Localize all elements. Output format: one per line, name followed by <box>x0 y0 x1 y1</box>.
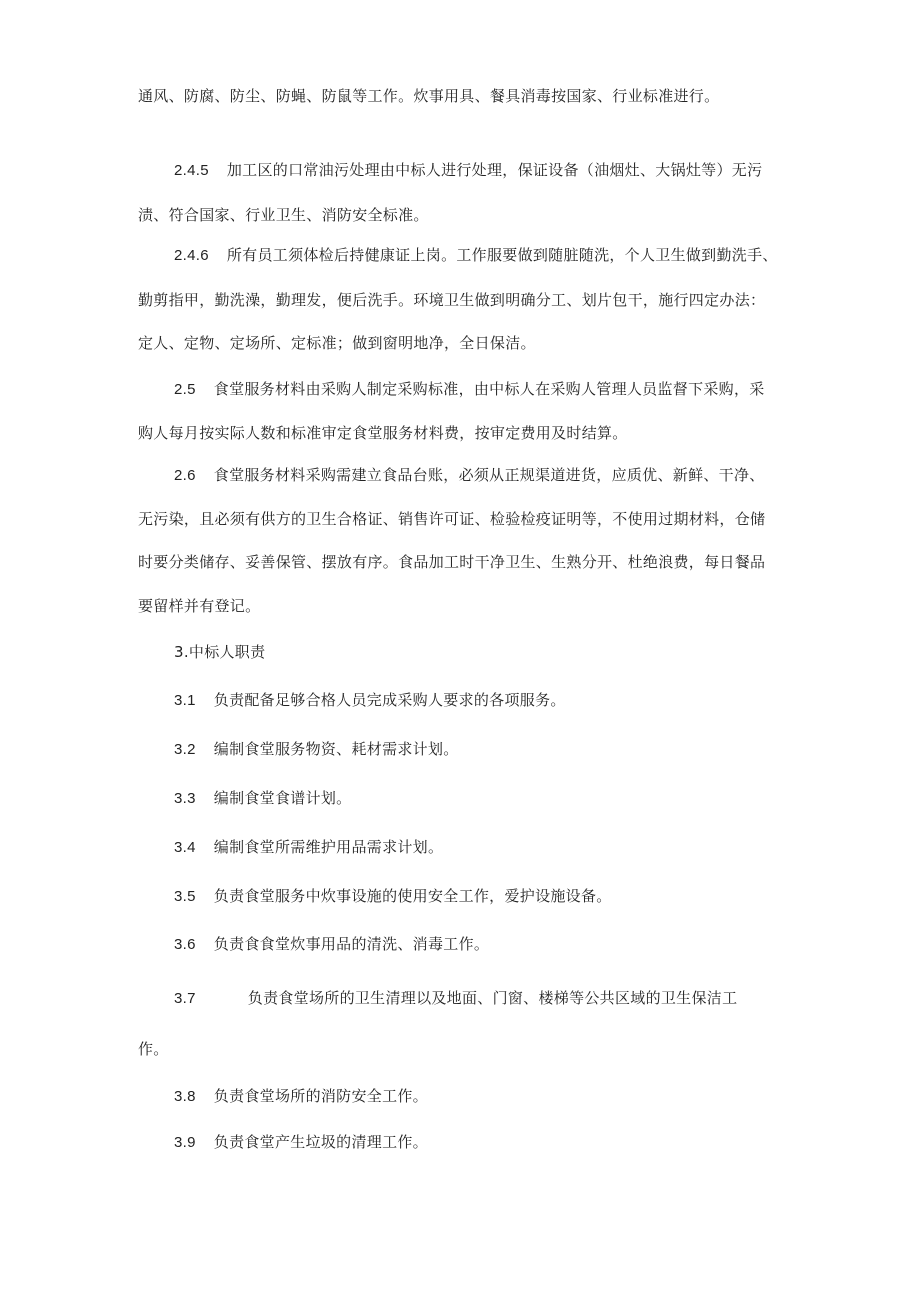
paragraph-2-4-5-cont: 渍、符合国家、行业卫生、消防安全标准。 <box>138 206 429 224</box>
clause-number: 3.4 <box>174 839 196 856</box>
list-item-text: 负责食堂服务中炊事设施的使用安全工作，爱护设施设备。 <box>213 887 612 905</box>
paragraph-intro-line: 通风、防腐、防尘、防蝇、防鼠等工作。炊事用具、餐具消毒按国家、行业标准进行。 <box>138 87 720 105</box>
clause-number: 2.4.6 <box>174 247 209 264</box>
paragraph-2-4-5 <box>174 160 762 181</box>
paragraph-2-5-cont: 购人每月按实际人数和标准审定食堂服务材料费，按审定费用及时结算。 <box>138 424 628 442</box>
paragraph-2-6-cont3: 要留样并有登记。 <box>138 597 261 615</box>
clause-number: 2.5 <box>174 381 196 398</box>
list-item <box>174 1132 428 1153</box>
clause-number: 3.1 <box>174 692 196 709</box>
list-item-text: 负责食堂场所的消防安全工作。 <box>213 1087 428 1105</box>
list-item <box>174 690 566 711</box>
paragraph-2-5 <box>174 379 765 400</box>
list-item <box>174 886 612 907</box>
paragraph-2-4-6-cont2: 定人、定物、定场所、定标准；做到窗明地净，全日保洁。 <box>138 334 536 352</box>
clause-number: 3.7 <box>174 990 196 1007</box>
clause-number: 3.9 <box>174 1134 196 1151</box>
clause-number: 3.8 <box>174 1088 196 1105</box>
paragraph-3-7-cont: 作。 <box>138 1040 169 1058</box>
clause-number: 3.2 <box>174 741 196 758</box>
paragraph-2-4-6-cont1: 勤剪指甲，勤洗澡，勤理发，便后洗手。环境卫生做到明确分工、划片包干，施行四定办法： <box>138 291 766 309</box>
clause-number: 3.6 <box>174 936 196 953</box>
paragraph-text: 负责食堂场所的卫生清理以及地面、门窗、楼梯等公共区域的卫生保洁工 <box>247 989 738 1007</box>
list-item <box>174 739 459 760</box>
paragraph-2-4-6 <box>174 245 778 266</box>
paragraph-2-6 <box>174 465 765 486</box>
list-item-text: 编制食堂服务物资、耗材需求计划。 <box>213 740 459 758</box>
clause-number: 2.6 <box>174 467 196 484</box>
paragraph-text: 加工区的口常油污处理由中标人进行处理，保证设备（油烟灶、大锅灶等）无污 <box>226 161 763 179</box>
clause-number: 3.5 <box>174 888 196 905</box>
paragraph-text: 所有员工须体检后持健康证上岗。工作服要做到随脏随洗，个人卫生做到勤洗手、 <box>226 246 778 264</box>
paragraph-text: 食堂服务材料采购需建立食品台账，必须从正规渠道进货，应质优、新鲜、干净、 <box>213 466 765 484</box>
list-item <box>174 837 443 858</box>
paragraph-2-6-cont2: 时要分类储存、妥善保管、摆放有序。食品加工时干净卫生、生熟分开、杜绝浪费，每日餐品 <box>138 553 766 571</box>
list-item-text: 编制食堂所需维护用品需求计划。 <box>213 838 444 856</box>
list-item-text: 负责食食堂炊事用品的清洗、消毒工作。 <box>213 935 490 953</box>
paragraph-3-7 <box>174 988 737 1009</box>
clause-number: 2.4.5 <box>174 162 209 179</box>
paragraph-2-6-cont1: 无污染，且必须有供方的卫生合格证、销售许可证、检验检疫证明等，不使用过期材料，仓储 <box>138 510 766 528</box>
list-item-text: 编制食堂食谱计划。 <box>213 789 352 807</box>
list-item-text: 负责食堂产生垃圾的清理工作。 <box>213 1133 428 1151</box>
list-item-text: 负责配备足够合格人员完成采购人要求的各项服务。 <box>213 691 566 709</box>
clause-number: 3.3 <box>174 790 196 807</box>
list-item <box>174 1086 428 1107</box>
list-item <box>174 934 489 955</box>
section-heading: 3.中标人职责 <box>174 643 266 661</box>
paragraph-text: 食堂服务材料由采购人制定采购标准，由中标人在采购人管理人员监督下采购，采 <box>213 380 765 398</box>
list-item <box>174 788 351 809</box>
